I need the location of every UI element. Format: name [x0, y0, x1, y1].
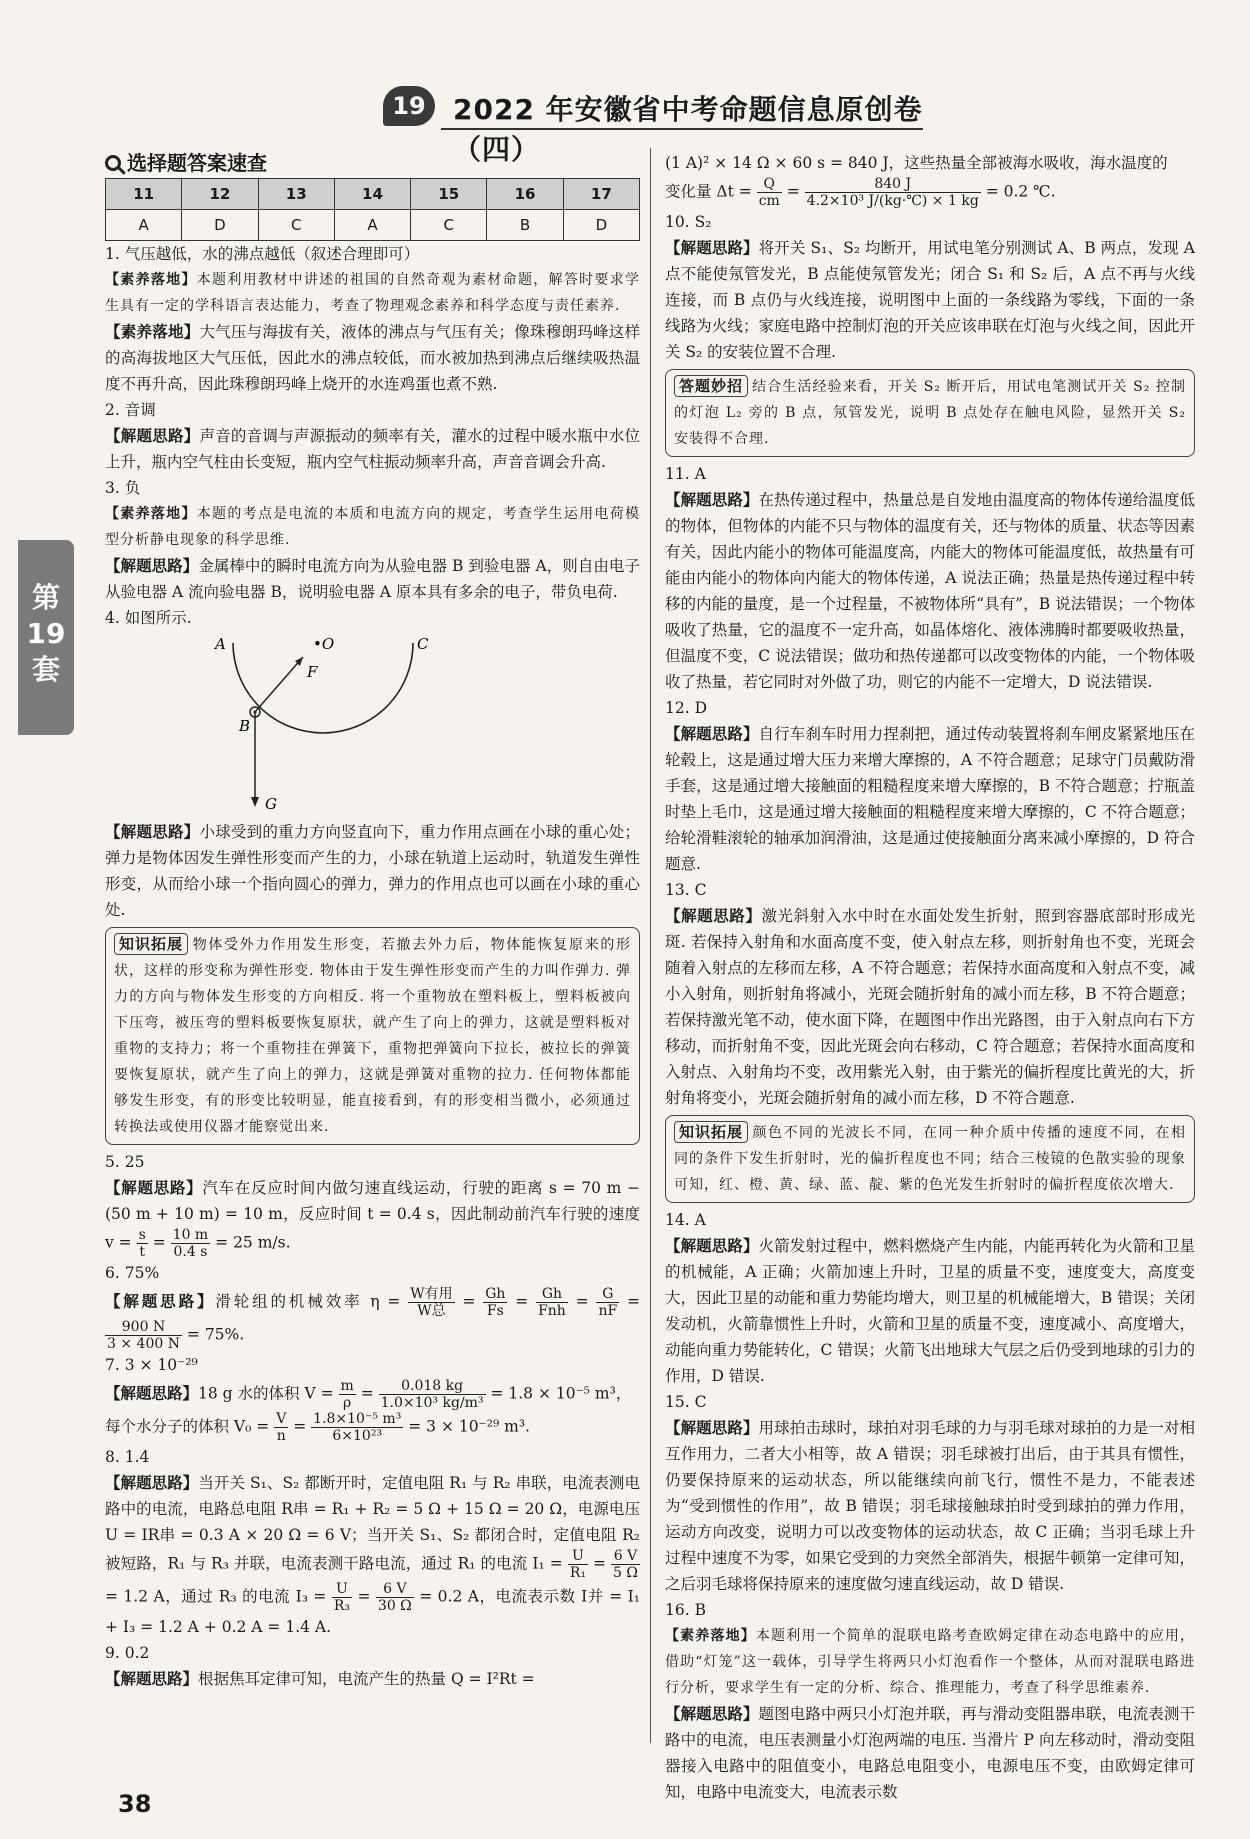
- force-f-arrow: [255, 657, 303, 712]
- numerator: 6 V: [376, 1581, 414, 1598]
- question-6-answer: 6. 75%: [105, 1264, 160, 1282]
- force-diagram: [105, 635, 640, 815]
- numerator: m: [340, 1378, 354, 1394]
- denominator: 5 Ω: [613, 1565, 639, 1581]
- fraction: [171, 1227, 211, 1260]
- question-9-answer: 9. 0.2: [105, 1644, 150, 1662]
- question-6-solution: 【解题思路】滑轮组的机械效率 η = $\frac{\text{W有用}}{\text{W总}}$ = $\frac{Gh}{Fs}$ = $\frac{Gh}{\text{Fnh}}$ = $\frac{G}{nF}$ = $\frac{900 N}{3 \times 400 N}$ = 75%.: [105, 1286, 640, 1352]
- literacy-tag: 【素养落地】: [105, 272, 197, 288]
- question-12-solution: [665, 721, 1195, 877]
- fraction: [311, 1411, 403, 1444]
- solution-text: 大气压与海拔有关，液体的沸点与气压有关；像珠穆朗玛峰这样的高海拔地区大气压低，因此水的沸点较低，而水被加热到沸点后继续吸热温度不再升高，因此珠穆朗玛峰上烧开的水连鸡蛋也煮不熟.: [105, 323, 640, 393]
- question-8-answer: 8. 1.4: [105, 1448, 150, 1466]
- question-14-solution: [665, 1233, 1195, 1389]
- answer-number: 14: [334, 179, 410, 210]
- solution-text: 激光斜射入水中时在水面处发生折射，照到容器底部时形成光斑. 若保持入射角和水面高度不变，使入射点左移，则折射角也不变，光斑会随着入射点的左移而左移，A 不符合题意；若保持水面高度和入射点不变，减小入射角，则折射角将减小，光斑会随折射角的减小而左移，B 不符合题意；若保持激光笔不动，使水面下降，在题图中作出光路图，由于入射点向右下方移动，而折射角不变，因此光斑会向右移动，C 符合题意；若保持水面高度和入射点、入射角均不变，改用紫光入射，由于紫光的偏折程度比黄光的大，折射角将变小，光斑会随折射角的减小而左移，D 不符合题意.: [665, 907, 1195, 1107]
- solution-tag: 【解题思路】: [665, 239, 759, 257]
- question-9-continuation-formula: 变化量 Δt = $\frac{Q}{cm}$ = $\frac{840 J}{\text{4.2×10³ J/(kg·℃) × 1 kg}}$ = 0.2 ℃.: [665, 176, 1056, 209]
- solution-text: 将开关 S₁、S₂ 均断开，用试电笔分别测试 A、B 两点，发现 A 点不能使氖管发光，B 点能使氖管发光；闭合 S₁ 和 S₂ 后，A 点不再与火线连接，而 B 点仍与火线连接，说明图中上面的一条线路为零线，下面的一条线路为火线；家庭电路中控制灯泡的开关应该串联在灯泡与火线之间，因此开关 S₂ 的安装位置不合理.: [665, 239, 1195, 361]
- question-7-answer: 7. 3 × 10⁻²⁹: [105, 1356, 198, 1374]
- knowledge-box-text: 颜色不同的光波长不同，在同一种介质中传播的速度不同，在相同的条件下发生折射时，光的偏折程度也不同；结合三棱镜的色散实验的现象可知，红、橙、黄、绿、蓝、靛、紫的色光发生折射时的偏折程度依次增大.: [674, 1125, 1186, 1193]
- denominator: 4.2×10³ J/(kg·℃) × 1 kg: [806, 193, 979, 209]
- side-tab-line1: 第: [31, 581, 60, 614]
- right-column: [665, 150, 1195, 1805]
- numerator: 6 V: [611, 1548, 640, 1565]
- numerator: U: [568, 1548, 588, 1565]
- solution-tag: 【解题思路】: [665, 491, 759, 509]
- solution-tag: 【解题思路】: [665, 1237, 759, 1255]
- denominator: t: [139, 1244, 146, 1260]
- answer-letter: A: [334, 210, 410, 241]
- denominator: 6×10²³: [332, 1428, 383, 1444]
- answer-letter: D: [182, 210, 258, 241]
- tips-box-text: 结合生活经验来看，开关 S₂ 断开后，用试电笔测试开关 S₂ 控制的灯泡 L₂ 旁的 B 点，氖管发光，说明 B 点处存在触电风险，显然开关 S₂ 安装得不合理.: [674, 379, 1186, 447]
- page-header: [383, 86, 923, 166]
- solution-text: 在热传递过程中，热量总是自发地由温度高的物体传递给温度低的物体，但物体的内能不只与物体的温度有关，还与物体的质量、状态等因素有关，因此内能小的物体可能温度高，内能大的物体可能温度低，故热量有可能由内能小的物体向内能大的物体传递，A 说法正确；热量是热传递过程中转移的内能的量度，是一个过程量，不被物体所“具有”，B 说法错误；一个物体吸收了热量，它的温度不一定升高，如晶体熔化、液体沸腾时都要吸收热量，但温度不变，C 说法错误；做功和热传递都可以改变物体的内能，一个物体吸收了热量，若它同时对外做了功，则它的内能不一定增大，D 说法错误.: [665, 491, 1195, 691]
- denominator: cm: [758, 193, 780, 209]
- fraction: [757, 176, 782, 209]
- knowledge-box-label: 知识拓展: [674, 1121, 748, 1143]
- label-b: B: [239, 717, 251, 735]
- fraction: [408, 1286, 454, 1319]
- question-5-solution: [105, 1175, 640, 1260]
- title-underline: [441, 128, 923, 130]
- answer-letter: B: [487, 210, 563, 241]
- track-arc: [233, 643, 413, 733]
- solution-tag: 【解题思路】: [665, 907, 762, 925]
- equals: =: [152, 1233, 166, 1252]
- question-1-literacy: [105, 267, 640, 319]
- page-number: 38: [118, 1790, 152, 1818]
- label-a: A: [215, 635, 226, 653]
- numerator: V: [276, 1411, 287, 1427]
- label-f: F: [307, 663, 318, 681]
- question-13-answer: 13. C: [665, 881, 707, 899]
- denominator: 3 × 400 N: [107, 1336, 180, 1352]
- left-column: [105, 150, 640, 1692]
- solution-tag: 【解题思路】: [105, 427, 200, 445]
- answer-table-numbers: [106, 179, 640, 210]
- question-1-answer: 1. 气压越低，水的沸点越低（叙述合理即可）: [105, 245, 420, 263]
- fraction: [137, 1227, 148, 1260]
- fraction: [611, 1548, 640, 1581]
- numerator: 0.018 kg: [379, 1378, 486, 1395]
- answer-letter: A: [106, 210, 182, 241]
- solution-tag: 【解题思路】: [105, 557, 199, 575]
- result: = 0.2 ℃.: [985, 182, 1056, 201]
- answer-table: [105, 178, 640, 241]
- solution-text: = 0.2 A，电流表示数 I并 = I₁ + I₃ = 1.2 A + 0.2 A = 1.4 A.: [105, 1587, 640, 1636]
- answer-number: 12: [182, 179, 258, 210]
- numerator: W有用: [410, 1286, 453, 1302]
- answer-letter: D: [563, 210, 639, 241]
- question-9-solution: [105, 1666, 640, 1692]
- force-g-arrowhead: [251, 797, 259, 807]
- solution-tag: 【解题思路】: [665, 1419, 759, 1437]
- solution-tag: 【解题思路】: [105, 1384, 199, 1403]
- numerator: 840 J: [805, 176, 981, 193]
- question-7-solution: 【解题思路】18 g 水的体积 V = $\frac{m}{\rho}$ = $\frac{0.018 kg}{\text{1.0×10³ kg/m³}}$ = 1.8 × 10⁻⁵ m³， 每个水分子的体积 V₀ = $\frac{V}{n}$ = $\frac{\text{1.8×10⁻⁵ m³}}{\text{6×10²³}}$ = 3 × 10⁻²⁹ m³.: [105, 1378, 632, 1444]
- set-number-badge: 19: [383, 86, 435, 126]
- numerator: 10 m: [172, 1227, 209, 1243]
- denominator: W总: [417, 1303, 446, 1319]
- denominator: 30 Ω: [377, 1598, 412, 1614]
- side-tab-line2: 19: [26, 617, 66, 650]
- denominator: Fs: [486, 1303, 504, 1319]
- answer-letter: C: [411, 210, 487, 241]
- question-11-answer: 11. A: [665, 465, 706, 483]
- knowledge-box-label: 知识拓展: [114, 933, 188, 955]
- side-tab-line3: 套: [31, 653, 60, 686]
- result: = 25 m/s.: [215, 1233, 291, 1252]
- question-10-solution: [665, 235, 1195, 365]
- fraction: [376, 1581, 414, 1614]
- numerator: Gh: [536, 1286, 568, 1303]
- literacy-tag: 【素养落地】: [105, 506, 197, 522]
- question-13-solution: [665, 903, 1195, 1111]
- denominator: R₁: [569, 1565, 586, 1581]
- result: = 3 × 10⁻²⁹ m³.: [408, 1417, 530, 1436]
- numerator: G: [596, 1286, 619, 1303]
- question-16-literacy: [665, 1623, 1195, 1701]
- question-3-literacy: [105, 501, 640, 553]
- question-16-answer: 16. B: [665, 1601, 706, 1619]
- result: = 75%.: [186, 1325, 245, 1344]
- answer-number: 16: [487, 179, 563, 210]
- question-15-answer: 15. C: [665, 1393, 707, 1411]
- column-divider: [650, 148, 651, 1743]
- literacy-text: 本题的考点是电流的本质和电流方向的规定，考查学生运用电荷模型分析静电现象的科学思维.: [105, 506, 640, 548]
- question-16-solution: [665, 1701, 1195, 1805]
- question-2-answer: 2. 音调: [105, 401, 156, 419]
- fraction: [596, 1286, 619, 1319]
- denominator: Fnh: [538, 1303, 566, 1319]
- knowledge-box: [105, 927, 640, 1145]
- literacy-text: 本题利用教材中讲述的祖国的自然奇观为素材命题，解答时要求学生具有一定的学科语言表达能力，考查了物理观念素养和科学态度与责任素养.: [105, 272, 640, 314]
- denominator: nF: [598, 1303, 618, 1319]
- label-g: G: [265, 795, 277, 813]
- numerator: 1.8×10⁻⁵ m³: [313, 1411, 402, 1427]
- numerator: Q: [757, 176, 782, 193]
- label-c: C: [417, 635, 429, 653]
- solution-text: = 1.2 A，通过 R₃ 的电流 I₃ =: [105, 1587, 327, 1606]
- question-4-answer: 4. 如图所示.: [105, 609, 192, 627]
- tips-box-label: 答题妙招: [674, 375, 748, 397]
- denominator: n: [276, 1428, 286, 1444]
- answer-table-answers: [106, 210, 640, 241]
- solution-text: 根据焦耳定律可知，电流产生的热量 Q = I²Rt =: [198, 1670, 535, 1688]
- answer-number: 15: [411, 179, 487, 210]
- section-title: 选择题答案速查: [127, 151, 267, 175]
- fraction: [805, 176, 981, 209]
- force-diagram-svg: [105, 635, 640, 815]
- literacy-tag: 【素养落地】: [665, 1628, 756, 1644]
- fraction: [536, 1286, 568, 1319]
- solution-tag: 【解题思路】: [665, 1705, 759, 1723]
- denominator: R₃: [333, 1598, 351, 1614]
- fraction: [379, 1378, 486, 1411]
- answer-number: 13: [258, 179, 334, 210]
- question-2-solution: [105, 423, 640, 475]
- question-11-solution: [665, 487, 1195, 695]
- solution-tag: 【解题思路】: [105, 1292, 216, 1311]
- question-10-answer: 10. S₂: [665, 213, 712, 231]
- solution-text: 汽车在反应时间内做匀速直线运动，行驶的距离 s = 70 m − (50 m + 10 m) = 10 m，反应时间 t = 0.4 s，因此制动前汽车行驶的速度 v =: [105, 1179, 640, 1252]
- solution-text: 用球拍击球时，球拍对羽毛球的力与羽毛球对球拍的力是一对相互作用力，二者大小相等，故 A 错误；羽毛球被打出后，由于其具有惯性，仍要保持原来的运动状态，所以能继续向前飞行，惯性不是力，不能表述为“受到惯性的作用”，故 B 错误；羽毛球接触球拍时受到球拍的弹力作用，运动方向改变，说明力可以改变物体的运动状态，故 C 正确；当羽毛球上升过程中速度不为零，如果它受到的力突然全部消失，根据牛顿第一定律可知，之后羽毛球将保持原来的速度做匀速直线运动，故 D 错误.: [665, 1419, 1195, 1593]
- question-1-solution: [105, 319, 640, 397]
- numerator: U: [332, 1581, 352, 1598]
- solution-text: 18 g 水的体积 V =: [198, 1384, 334, 1403]
- numerator: s: [138, 1227, 146, 1243]
- question-12-answer: 12. D: [665, 699, 708, 717]
- solution-text: 变化量 Δt =: [665, 182, 752, 201]
- knowledge-box: [665, 1115, 1195, 1203]
- knowledge-box-text: 物体受外力作用发生形变，若撤去外力后，物体能恢复原来的形状，这样的形变称为弹性形变. 物体由于发生弹性形变而产生的力叫作弹力. 弹力的方向与物体发生形变的方向相反. 将一个重物放在塑料板上，塑料板被向下压弯，被压弯的塑料板要恢复原状，就产生了向上的弹力，这就是塑料板对重物的支持力；将一个重物挂在弹簧下，重物把弹簧向下拉长，被拉长的弹簧要恢复原状，就产生了向上的弹力，这就是弹簧对重物的拉力. 任何物体都能够发生形变，有的形变比较明显，能直接看到，有的形变相当微小，必须通过转换法或使用仪器才能察觉出来.: [114, 937, 631, 1135]
- fraction: [568, 1548, 588, 1581]
- solution-tag: 【解题思路】: [665, 725, 759, 743]
- answer-letter: C: [258, 210, 334, 241]
- question-14-answer: 14. A: [665, 1211, 706, 1229]
- section-header: [105, 150, 640, 176]
- fraction: [105, 1319, 182, 1352]
- literacy-tag: 【素养落地】: [105, 323, 200, 341]
- label-o: •O: [313, 635, 335, 653]
- solution-tag: 【解题思路】: [105, 1670, 199, 1688]
- solution-text: 金属棒中的瞬时电流方向为从验电器 B 到验电器 A，则自由电子从验电器 A 流向验电器 B，说明验电器 A 原本具有多余的电子，带负电荷.: [105, 557, 640, 601]
- numerator: 900 N: [105, 1319, 182, 1336]
- question-3-answer: 3. 负: [105, 479, 141, 497]
- fraction: [339, 1378, 356, 1411]
- solution-tag: 【解题思路】: [105, 823, 200, 841]
- solution-text: 声音的音调与声源振动的频率有关，灌水的过程中暖水瓶中水位上升，瓶内空气柱由长变短，瓶内空气柱振动频率升高，声音音调会升高.: [105, 427, 640, 471]
- solution-tag: 【解题思路】: [105, 1474, 199, 1492]
- fraction: [274, 1411, 288, 1444]
- denominator: 0.4 s: [173, 1244, 208, 1260]
- side-tab: [18, 540, 74, 735]
- result: = 1.8 × 10⁻⁵ m³，: [490, 1384, 632, 1403]
- solution-text: 题图电路中两只小灯泡并联，再与滑动变阻器串联，电流表测干路中的电流，电压表测量小灯泡两端的电压. 当滑片 P 向左移动时，滑动变阻器接入电路中的阻值变小，电路总电阻变小，电源电压不变，由欧姆定律可知，电路中电流变大，电流表示数: [665, 1705, 1195, 1801]
- numerator: Gh: [485, 1286, 506, 1302]
- question-8-solution: 【解题思路】当开关 S₁、S₂ 都断开时，定值电阻 R₁ 与 R₂ 串联，电流表测电路中的电流，电路总电阻 R串 = R₁ + R₂ = 5 Ω + 15 Ω = 20 Ω，电源电压 U = IR串 = 0.3 A × 20 Ω = 6 V；当开关 S₁、S₂ 都闭合时，定值电阻 R₂ 被短路，R₁ 与 R₃ 并联，电流表测干路电流，通过 R₁ 的电流 I₁ = $\frac{U}{\text{R₁}}$ = $\frac{6 V}{5 \Omega}$ = 1.2 A，通过 R₃ 的电流 I₃ = $\frac{U}{\text{R₃}}$ = $\frac{6 V}{30 \Omega}$ = 0.2 A，电流表示数 I并 = I₁ + I₃ = 1.2 A + 0.2 A = 1.4 A.: [105, 1474, 640, 1636]
- answer-number: 17: [563, 179, 639, 210]
- fraction: [483, 1286, 507, 1319]
- solution-text: 滑轮组的机械效率 η =: [215, 1292, 401, 1311]
- solution-text: 当开关 S₁、S₂ 都断开时，定值电阻 R₁ 与 R₂ 串联，电流表测电路中的电流，电路总电阻 R串 = R₁ + R₂ = 5 Ω + 15 Ω = 20 Ω，电源电压 U = IR串 = 0.3 A × 20 Ω = 6 V；当开关 S₁、S₂ 都闭合时，定值电阻 R₂ 被短路，R₁ 与 R₃ 并联，电流表测干路电流，通过 R₁ 的电流 I₁ =: [105, 1474, 640, 1573]
- literacy-text: 本题利用一个简单的混联电路考查欧姆定律在动态电路中的应用，借助“灯笼”这一载体，引导学生将两只小灯泡看作一个整体，从而对混联电路进行分析，要求学生有一定的分析、综合、推理能力，考查了科学思维素养.: [665, 1628, 1196, 1696]
- tips-box: [665, 369, 1195, 457]
- solution-tag: 【解题思路】: [105, 1179, 203, 1197]
- question-4-solution: [105, 819, 640, 923]
- answer-number: 11: [106, 179, 182, 210]
- fraction: [332, 1581, 352, 1614]
- magnifier-icon: [105, 155, 121, 171]
- denominator: ρ: [343, 1395, 352, 1411]
- solution-text: 每个水分子的体积 V₀ =: [105, 1417, 270, 1436]
- solution-text: 火箭发射过程中，燃料燃烧产生内能，内能再转化为火箭和卫星的机械能，A 正确；火箭加速上升时，卫星的质量不变，速度变大，高度变大，因此卫星的动能和重力势能均增大，则卫星的机械能增大，B 错误；关闭发动机，火箭靠惯性上升时，火箭和卫星的质量不变，速度减小、高度增大，动能向重力势能转化，C 错误；火箭飞出地球大气层之后仍受到地球的引力的作用，D 错误.: [665, 1237, 1195, 1385]
- question-5-answer: 5. 25: [105, 1153, 145, 1171]
- question-15-solution: [665, 1415, 1195, 1597]
- denominator: 1.0×10³ kg/m³: [380, 1395, 484, 1411]
- solution-text: 自行车刹车时用力捏刹把，通过传动装置将刹车闸皮紧紧地压在轮毂上，这是通过增大压力来增大摩擦的，A 不符合题意；足球守门员戴防滑手套，这是通过增大接触面的粗糙程度来增大摩擦的，B 不符合题意；拧瓶盖时垫上毛巾，这是通过增大接触面的粗糙程度来增大摩擦的，C 不符合题意；给轮滑鞋滚轮的轴承加润滑油，这是通过使接触面分离来减小摩擦的，D 符合题意.: [665, 725, 1195, 873]
- page-title: 2022 年安徽省中考命题信息原创卷（四）: [453, 93, 923, 166]
- question-9-continuation: (1 A)² × 14 Ω × 60 s = 840 J，这些热量全部被海水吸收，海水温度的: [665, 154, 1168, 172]
- question-3-solution: [105, 553, 640, 605]
- solution-text: 小球受到的重力方向竖直向下，重力作用点画在小球的重心处；弹力是物体因发生弹性形变而产生的力，小球在轨道上运动时，轨道发生弹性形变，从而给小球一个指向圆心的弹力，弹力的作用点也可以画在小球的重心处.: [105, 823, 640, 919]
